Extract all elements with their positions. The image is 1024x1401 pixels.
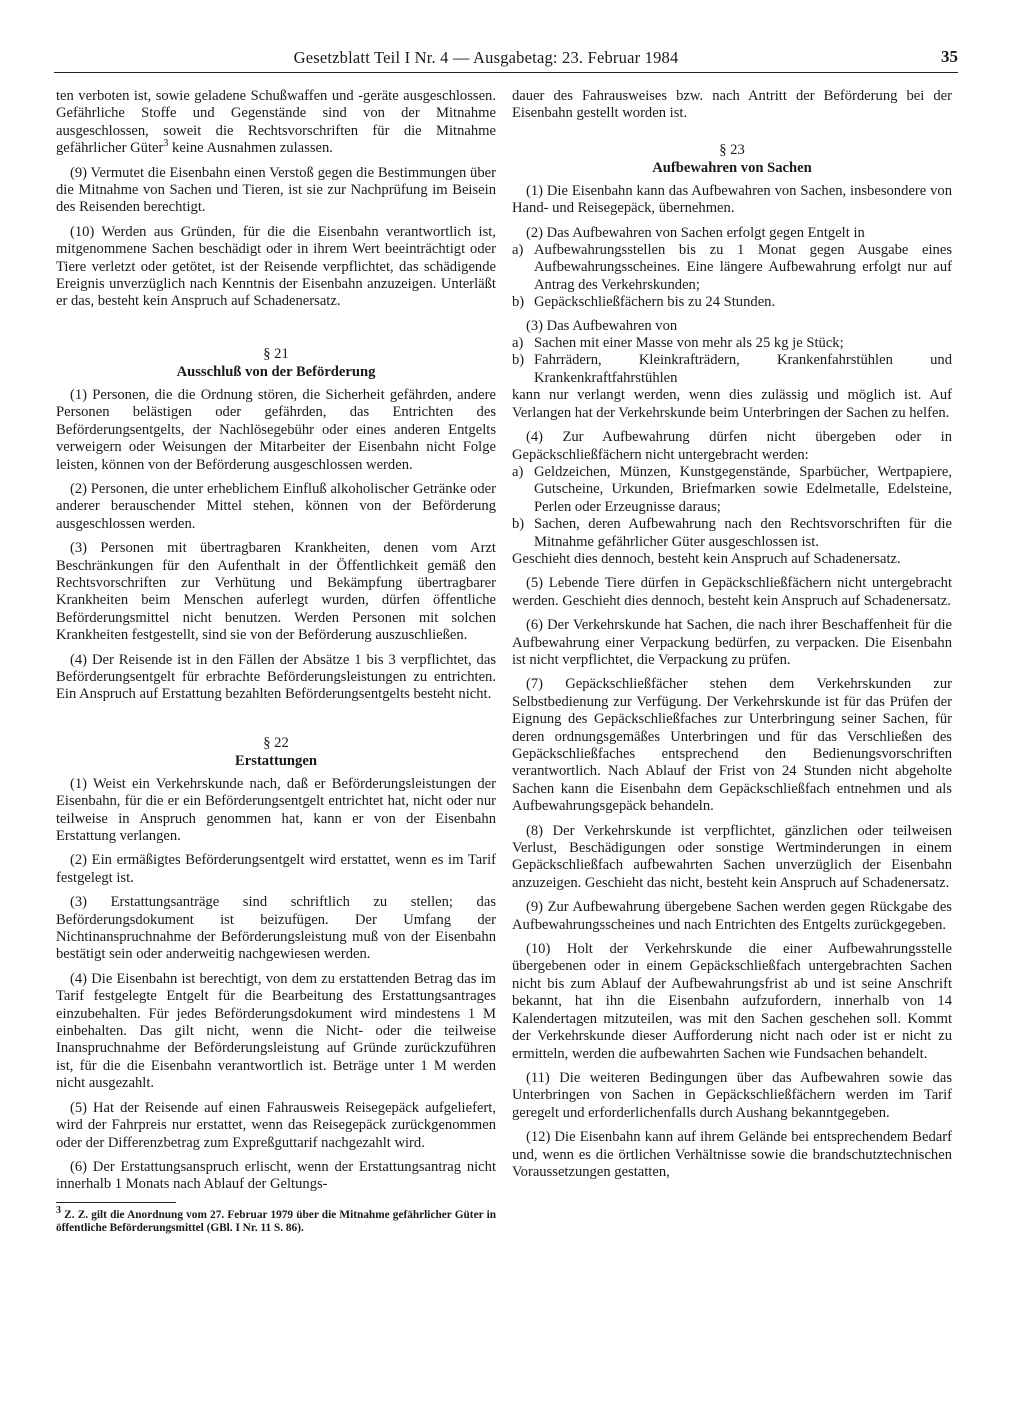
list-label: b) bbox=[512, 294, 525, 311]
paragraph-2: (2) Personen, die unter erheblichem Einfluß alkoholischer Getränke oder anderer berauschender Mittel stehen, können von der Beförderung ausgeschlossen werden. bbox=[56, 480, 496, 532]
list-label: b) bbox=[512, 352, 525, 369]
paragraph-6: (6) Der Erstattungsanspruch erlischt, wenn der Erstattungsantrag nicht innerhalb 1 Monats nach Ablauf der Geltungs- bbox=[56, 1158, 496, 1193]
section-23 bbox=[512, 141, 952, 1182]
list-text: Geldzeichen, Münzen, Kunstgegenstände, Sparbücher, Wertpapiere, Gutscheine, Urkunden, Briefmarken sowie Edelmetalle, Edelsteine, Perlen oder Erzeugnisse daraus; bbox=[534, 463, 952, 515]
footnote-text: Z. Z. gilt die Anordnung vom 27. Februar 1979 über die Mitnahme gefährlicher Güter in öffentliche Beförderungsmittel (GBl. I Nr. 11 S. 86). bbox=[56, 1208, 496, 1234]
section-number: § 21 bbox=[263, 345, 289, 362]
section-22 bbox=[56, 734, 496, 1194]
list-label: b) bbox=[512, 516, 525, 533]
paragraph-4: (4) Zur Aufbewahrung dürfen nicht übergeben oder in Gepäckschließfächern nicht untergebracht werden: bbox=[512, 429, 952, 463]
paragraph-5: (5) Lebende Tiere dürfen in Gepäckschließfächern nicht untergebracht werden. Geschieht dies dennoch, besteht kein Anspruch auf Schadenersatz. bbox=[512, 575, 952, 609]
footnote bbox=[56, 1204, 496, 1235]
list-p2 bbox=[512, 242, 952, 312]
list-label: a) bbox=[512, 335, 524, 352]
list-item bbox=[512, 464, 952, 516]
paragraph-text-end: keine Ausnahmen zulassen. bbox=[168, 140, 333, 157]
section-21 bbox=[56, 345, 496, 704]
section-title: Ausschluß von der Beförderung bbox=[176, 363, 376, 380]
paragraph-4: (4) Der Reisende ist in den Fällen der Absätze 1 bis 3 verpflichtet, das Beförderungsentgelt für erbrachte Beförderungsleistungen zu entrichten. Ein Anspruch auf Erstattung bezahlten Beförderungsentgelts besteht nicht. bbox=[56, 651, 496, 703]
list-label: a) bbox=[512, 242, 524, 259]
paragraph-1: (1) Personen, die die Ordnung stören, die Sicherheit gefährden, andere Personen belästigen oder gefährden, das Entrichten des Beförderungsentgelts, der Nachlösegebühr oder eines anderen Entgelts verweigern oder Weisungen der Mitarbeiter der Eisenbahn nicht Folge leisten, können von der Beförderung ausgeschlossen werden. bbox=[56, 386, 496, 473]
paragraph-text: ten verboten ist, sowie geladene Schußwaffen und -geräte ausgeschlossen. Gefährliche Stoffe und Gegenstände sind von der Mitnahme ausgeschlossen, soweit die Rechtsvorschriften für die Mitnahme gefährlicher Güter bbox=[56, 88, 496, 157]
footnote-mark: 3 bbox=[56, 1204, 61, 1216]
paragraph-1: (1) Die Eisenbahn kann das Aufbewahren von Sachen, insbesondere von Hand- und Reisegepäck, übernehmen. bbox=[512, 182, 952, 217]
section-number: § 23 bbox=[719, 141, 745, 158]
list-item bbox=[512, 516, 952, 551]
list-text: Sachen mit einer Masse von mehr als 25 kg je Stück; bbox=[534, 335, 844, 352]
paragraph-4-continued: Geschieht dies dennoch, besteht kein Anspruch auf Schadenersatz. bbox=[512, 550, 901, 567]
paragraph-continued: dauer des Fahrausweises bzw. nach Antritt der Beförderung bei der Eisenbahn gestellt worden ist. bbox=[512, 88, 952, 122]
list-item bbox=[512, 294, 952, 311]
list-text: Gepäckschließfächern bis zu 24 Stunden. bbox=[534, 294, 776, 311]
paragraph-2: (2) Das Aufbewahren von Sachen erfolgt gegen Entgelt in bbox=[526, 224, 865, 241]
list-item bbox=[512, 242, 952, 294]
paragraph-1: (1) Weist ein Verkehrskunde nach, daß er Beförderungsleistungen der Eisenbahn, für die er ein Beförderungsentgelt entrichtet hat, nicht oder nur teilweise in Anspruch genommen hat, kann er von der Eisenbahn Erstattung verlangen. bbox=[56, 775, 496, 844]
list-item bbox=[512, 335, 952, 352]
paragraph-9: (9) Vermutet die Eisenbahn einen Verstoß gegen die Bestimmungen über die Mitnahme von Sachen und Tieren, ist sie zur Nachprüfung im Beisein des Reisenden berechtigt. bbox=[56, 164, 496, 216]
page-number: 35 bbox=[941, 47, 958, 66]
page-header bbox=[54, 46, 958, 73]
paragraph-3: (3) Personen mit übertragbaren Krankheiten, denen vom Arzt Beschränkungen für den Aufenthalt in der Öffentlichkeit gemäß den Rechtsvorschriften zur Verhütung und Bekämpfung übertragbarer Krankheiten beim Menschen auferlegt wurden, dürfen öffentliche Beförderungsmittel nicht benutzen. Werden Personen mit solchen Krankheiten festgestellt, sind sie von der Beförderung auszuschließen. bbox=[56, 540, 496, 644]
list-p4 bbox=[512, 464, 952, 551]
list-p3 bbox=[512, 335, 952, 387]
list-item bbox=[512, 352, 952, 387]
paragraph-8: (8) Der Verkehrskunde ist verpflichtet, gänzlichen oder teilweisen Verlust, Beschädigungen oder sonstige Wertminderungen in einem Gepäckschließfach aufbewahrten Sachen unverzüglich der Eisenbahn anzuzeigen. Geschieht das nicht, besteht kein Anspruch auf Schadenersatz. bbox=[512, 822, 952, 891]
paragraph-3: (3) Das Aufbewahren von bbox=[526, 317, 678, 334]
paragraph-3: (3) Erstattungsanträge sind schriftlich zu stellen; das Beförderungsdokument ist beizufügen. Der Umfang der Nichtinanspruchnahme der Beförderungsleistung muß von der Eisenbahn bestätigt sein oder anderweitig nachgewiesen werden. bbox=[56, 894, 496, 963]
paragraph-6: (6) Der Verkehrskunde hat Sachen, die nach ihrer Beschaffenheit für die Aufbewahrung einer Verpackung bedürfen, zu verpacken. Die Eisenbahn ist nicht verpflichtet, die Verpackung zu prüfen. bbox=[512, 617, 952, 668]
paragraph-10: (10) Holt der Verkehrskunde die einer Aufbewahrungsstelle übergebenen oder in einem Gepäckschließfach untergebrachten Sachen nicht bis zum Ablauf der Aufbewahrungsfrist ab und ist seine Anschrift bekannt, hat ihn die Eisenbahn aufzufordern, innerhalb von 14 Kalendertagen mitzuteilen, was mit den Sachen geschehen soll. Kommt der Verkehrskunde dieser Aufforderung nicht nach oder ist er nicht zu ermitteln, werden die aufbewahrten Sachen wie Fundsachen behandelt. bbox=[512, 941, 952, 1062]
header-title: Gesetzblatt Teil I Nr. 4 — Ausgabetag: 23. Februar 1984 bbox=[293, 48, 679, 67]
paragraph-4: (4) Die Eisenbahn ist berechtigt, von dem zu erstattenden Betrag das im Tarif festgelegte Entgelt für die Bearbeitung des Erstattungsantrages einzubehalten. Für jedes Beförderungsdokument wird mindestens 1 M einbehalten. Das gilt nicht, wenn die Nicht- oder die teilweise Inanspruchnahme der Beförderungsleistung auf Gründe zurückzuführen ist, für die die Eisenbahn verantwortlich ist. Beträge unter 1 M werden nicht ausgezahlt. bbox=[56, 970, 496, 1092]
paragraph-9: (9) Zur Aufbewahrung übergebene Sachen werden gegen Rückgabe des Aufbewahrungsscheines und nach Entrichten des Entgelts zurückgegeben. bbox=[512, 899, 952, 933]
paragraph-3-continued: kann nur verlangt werden, wenn dies zulässig und möglich ist. Auf Verlangen hat der Verkehrskunde beim Unterbringen der Sachen zu helfen. bbox=[512, 387, 952, 421]
left-column bbox=[56, 88, 496, 1235]
paragraph-10: (10) Werden aus Gründen, für die die Eisenbahn verantwortlich ist, mitgenommene Sachen beschädigt oder in ihrem Wert beeinträchtigt oder Tiere verletzt oder getötet, ist der Reisende verpflichtet, das schädigende Ereignis unverzüglich nach Kenntnis der Eisenbahn anzuzeigen. Unterläßt er das, besteht kein Anspruch auf Schadenersatz. bbox=[56, 223, 496, 310]
paragraph-2: (2) Ein ermäßigtes Beförderungsentgelt wird erstattet, wenn es im Tarif festgelegt ist. bbox=[56, 852, 496, 886]
paragraph-12: (12) Die Eisenbahn kann auf ihrem Gelände bei entsprechendem Bedarf und, wenn es die örtlichen Verhältnisse sowie die brandschutztechnischen Voraussetzungen gestatten, bbox=[512, 1129, 952, 1180]
footnote-divider bbox=[56, 1202, 176, 1203]
list-label: a) bbox=[512, 463, 524, 480]
paragraph-5: (5) Hat der Reisende auf einen Fahrausweis Reisegepäck aufgeliefert, wird der Fahrpreis nur erstattet, wenn das Reisegepäck zurückgenommen oder der Differenzbetrag zum Expreßguttarif nachgezahlt wird. bbox=[56, 1099, 496, 1151]
footnote-reference: 3 bbox=[163, 138, 169, 150]
section-number: § 22 bbox=[263, 734, 289, 751]
section-title: Aufbewahren von Sachen bbox=[652, 159, 812, 176]
list-text: Aufbewahrungsstellen bis zu 1 Monat gegen Ausgabe eines Aufbewahrungsscheines. Eine längere Aufbewahrung erfolgt nur auf Antrag des Verkehrskunden; bbox=[534, 242, 952, 293]
list-text: Fahrrädern, Kleinkrafträdern, Krankenfahrstühlen und Krankenkraftfahrstühlen bbox=[534, 352, 952, 386]
right-column bbox=[512, 88, 952, 1188]
list-text: Sachen, deren Aufbewahrung nach den Rechtsvorschriften für die Mitnahme gefährlicher Güter ausgeschlossen ist. bbox=[534, 516, 952, 550]
paragraph-11: (11) Die weiteren Bedingungen über das Aufbewahren sowie das Unterbringen von Sachen in Gepäckschließfächern werden im Tarif geregelt und erforderlichenfalls durch Aushang bekanntgegeben. bbox=[512, 1069, 952, 1121]
section-title: Erstattungen bbox=[235, 752, 317, 769]
paragraph-continued bbox=[56, 88, 496, 158]
paragraph-7: (7) Gepäckschließfächer stehen dem Verkehrskunden zur Selbstbedienung zur Verfügung. Der Verkehrskunde ist für das Prüfen der Eignung des Gepäckschließfaches zur Unterbringung seiner Sachen, für deren ordnungsgemäßes Unterbringen und für das Verschließen des Gepäckschließfaches entsprechend den Bedienungsvorschriften verantwortlich. Nach Ablauf der Frist von 24 Stunden nicht abgeholte Sachen kann die Eisenbahn dem Gepäckschließfach entnehmen und als Aufbewahrungsgepäck behandeln. bbox=[512, 676, 952, 815]
